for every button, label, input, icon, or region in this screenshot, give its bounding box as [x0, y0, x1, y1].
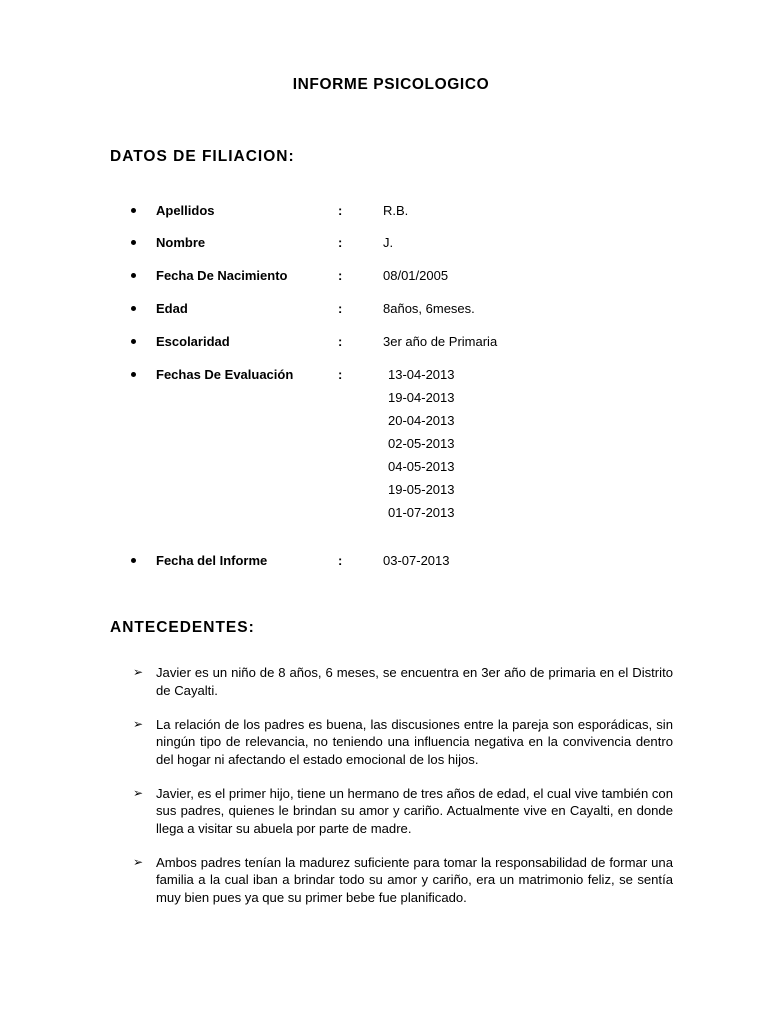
field-label: Fecha del Informe [156, 553, 268, 568]
field-row-edad [0, 301, 768, 321]
evaluation-date: 19-05-2013 [388, 482, 455, 497]
evaluation-date: 19-04-2013 [388, 390, 455, 405]
evaluation-dates-list [388, 366, 455, 527]
arrow-bullet-icon: ➢ [133, 665, 144, 679]
section-heading-antecedentes: ANTECEDENTES: [110, 619, 255, 636]
list-item [133, 664, 673, 699]
field-label: Fechas De Evaluación [156, 367, 294, 382]
field-value: R.B. [383, 203, 409, 218]
list-item [133, 716, 673, 769]
field-label: Apellidos [156, 203, 215, 218]
list-item-text: Javier es un niño de 8 años, 6 meses, se encuentra en 3er año de primaria en el Distrito de Cayalti. [156, 665, 673, 698]
bullet-icon [131, 558, 136, 563]
evaluation-date: 04-05-2013 [388, 459, 455, 474]
evaluation-date: 20-04-2013 [388, 413, 455, 428]
field-value: 8años, 6meses. [383, 301, 475, 316]
evaluation-date: 02-05-2013 [388, 436, 455, 451]
document-title: INFORME PSICOLOGICO [292, 76, 490, 93]
field-row-escolaridad [0, 334, 768, 354]
bullet-icon [131, 339, 136, 344]
bullet-icon [131, 240, 136, 245]
field-separator: : [338, 553, 343, 568]
field-label: Edad [156, 301, 188, 316]
bullet-icon [131, 372, 136, 377]
field-separator: : [338, 301, 343, 316]
antecedentes-list [133, 664, 673, 923]
field-row-fechas-evaluacion [0, 367, 768, 387]
field-value: 08/01/2005 [383, 268, 449, 283]
arrow-bullet-icon: ➢ [133, 854, 144, 869]
evaluation-date: 13-04-2013 [388, 367, 455, 382]
bullet-icon [131, 273, 136, 278]
field-row-fecha-nacimiento [0, 268, 768, 288]
field-value: J. [383, 235, 394, 250]
list-item-text: Ambos padres tenían la madurez suficiente para tomar la responsabilidad de formar una familia a la cual iban a brindar todo su amor y cariño, era un matrimonio feliz, se sentía muy bien pues ya que su primer bebe fue planificado. [156, 854, 673, 905]
field-value: 3er año de Primaria [383, 334, 498, 349]
bullet-icon [131, 208, 136, 213]
field-label: Escolaridad [156, 334, 230, 349]
bullet-icon [131, 306, 136, 311]
list-item-text: La relación de los padres es buena, las discusiones entre la pareja son esporádicas, sin ningún tipo de relevancia, no teniendo una influencia negativa en la convivencia dentro del hogar ni afectando el estado emocional de los hijos. [156, 716, 673, 767]
field-separator: : [338, 203, 343, 218]
arrow-bullet-icon: ➢ [133, 785, 144, 800]
field-label: Nombre [156, 235, 206, 250]
field-row-fecha-informe [0, 553, 768, 573]
field-row-nombre [0, 235, 768, 255]
list-item-text: Javier, es el primer hijo, tiene un hermano de tres años de edad, el cual vive también con sus padres, quienes le brindan su amor y cariño. Actualmente vive en Cayalti, en donde llega a visitar su abuela por parte de madre. [156, 785, 673, 836]
field-separator: : [338, 235, 343, 250]
field-value: 03-07-2013 [383, 553, 450, 568]
evaluation-date: 01-07-2013 [388, 505, 455, 520]
field-separator: : [338, 367, 343, 382]
field-separator: : [338, 268, 343, 283]
field-label: Fecha De Nacimiento [156, 268, 288, 283]
list-item [133, 785, 673, 838]
field-separator: : [338, 334, 343, 349]
arrow-bullet-icon: ➢ [133, 716, 144, 731]
section-heading-filiacion: DATOS DE FILIACION: [110, 148, 295, 165]
list-item [133, 854, 673, 907]
field-row-apellidos [0, 203, 768, 223]
